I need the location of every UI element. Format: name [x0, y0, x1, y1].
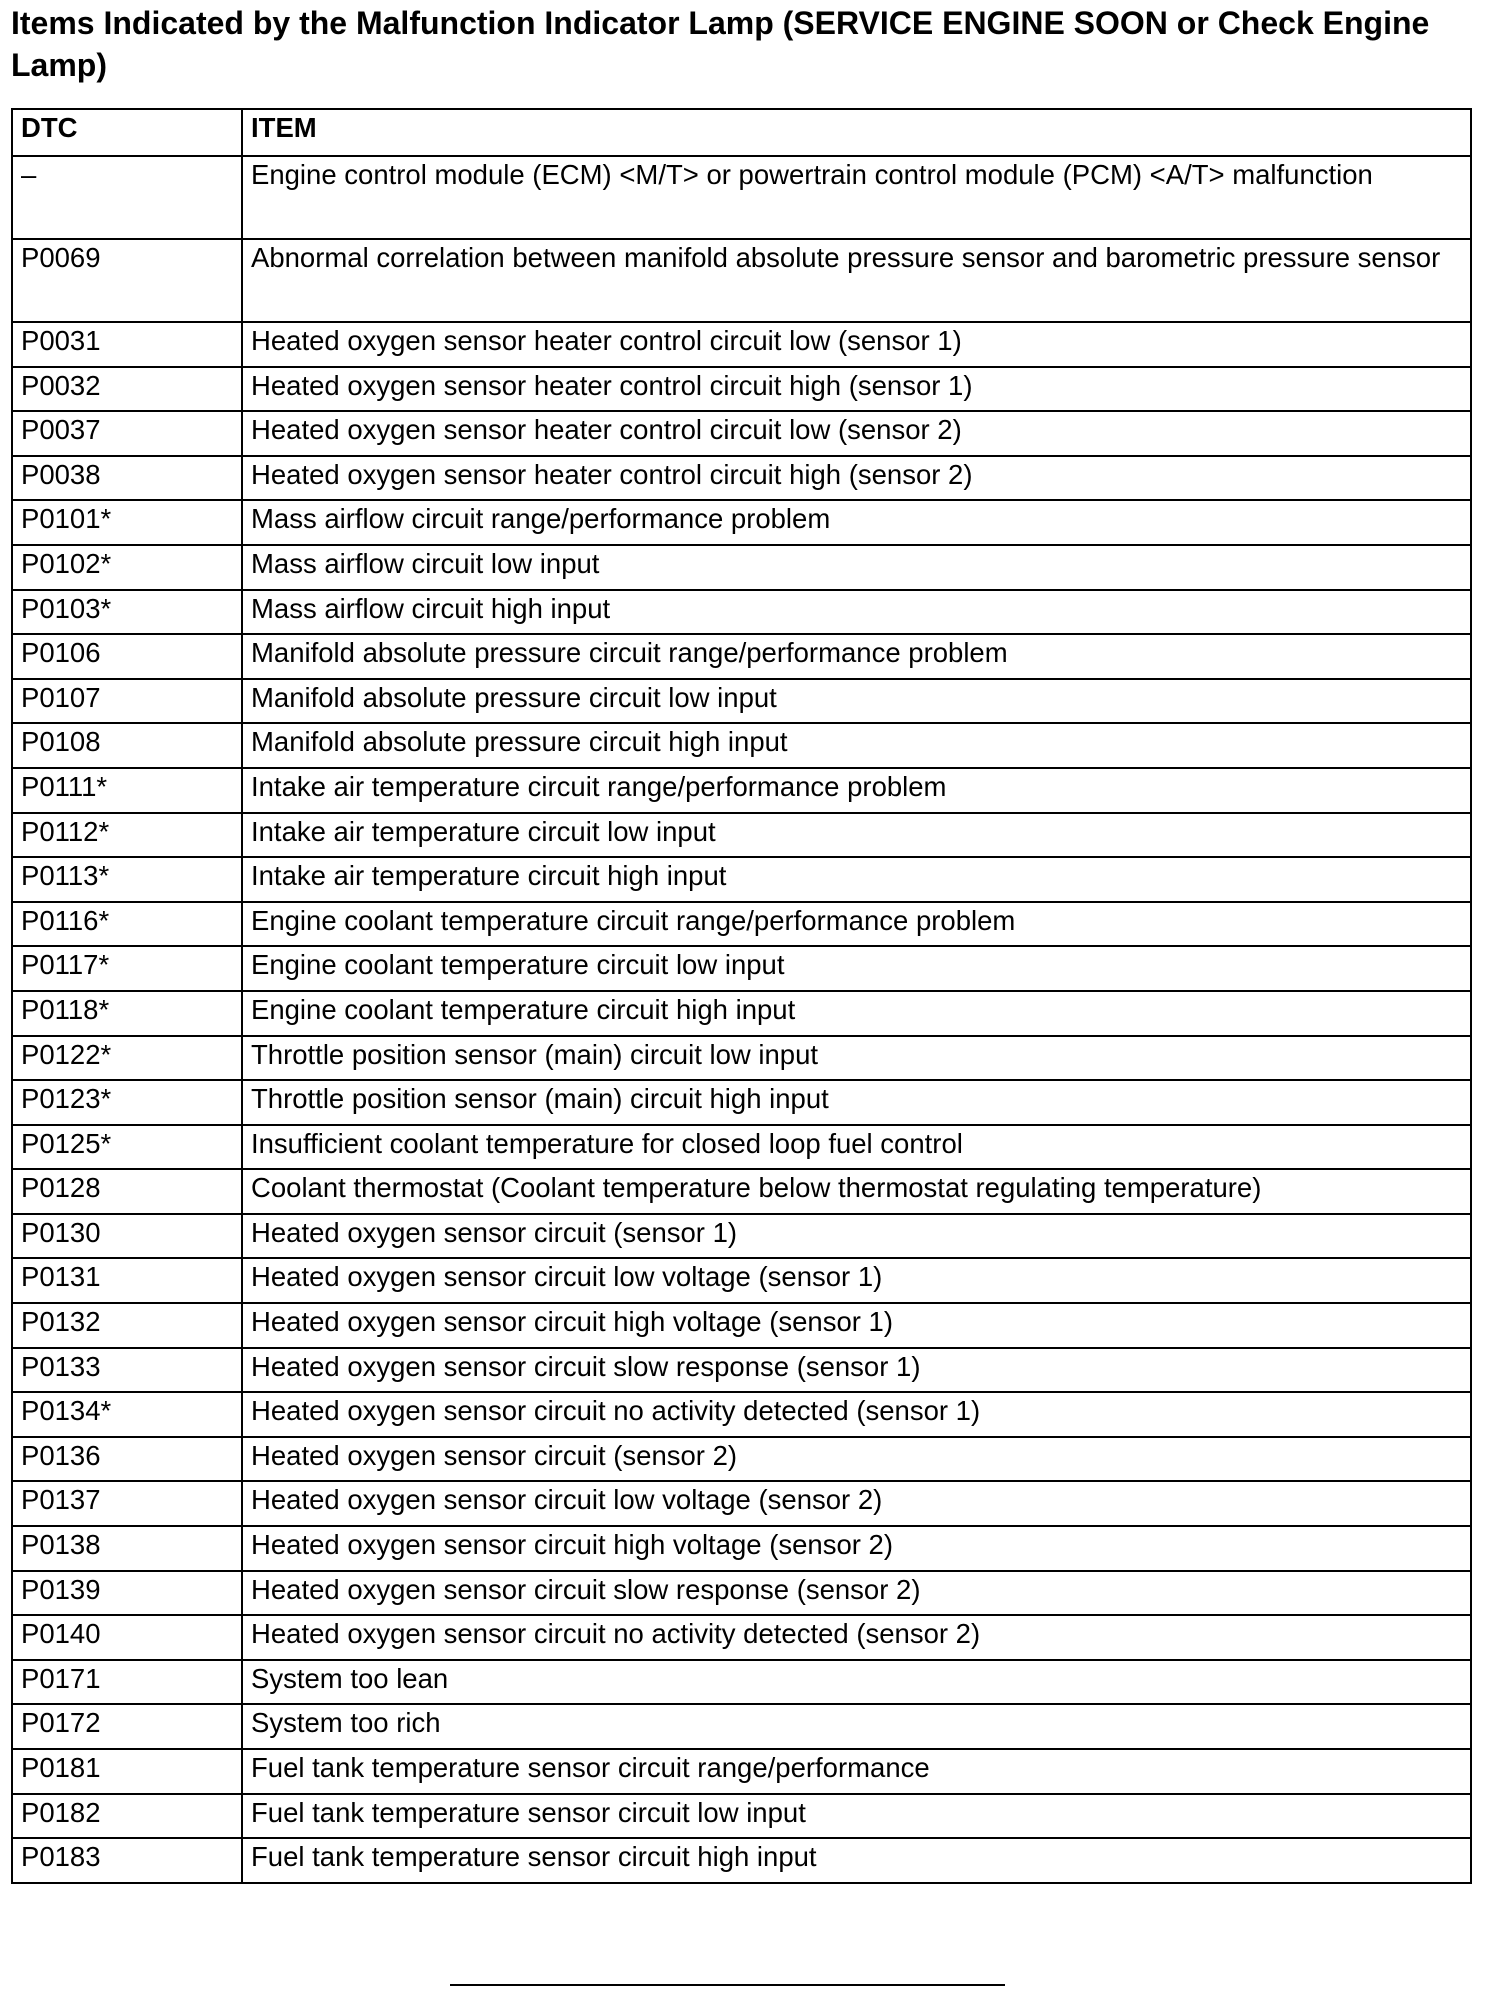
item-cell: Mass airflow circuit low input [242, 545, 1471, 590]
dtc-cell: P0134* [12, 1392, 242, 1437]
dtc-cell: P0181 [12, 1749, 242, 1794]
item-cell: Engine coolant temperature circuit high input [242, 991, 1471, 1036]
table-row [12, 813, 1471, 858]
item-cell: Heated oxygen sensor circuit low voltage (sensor 1) [242, 1258, 1471, 1303]
dtc-cell: P0171 [12, 1660, 242, 1705]
dtc-cell: P0032 [12, 367, 242, 412]
item-cell: Heated oxygen sensor circuit high voltage (sensor 1) [242, 1303, 1471, 1348]
dtc-cell: P0182 [12, 1794, 242, 1839]
table-row [12, 156, 1471, 239]
table-row [12, 322, 1471, 367]
item-cell: Intake air temperature circuit range/performance problem [242, 768, 1471, 813]
item-cell: Coolant thermostat (Coolant temperature below thermostat regulating temperature) [242, 1169, 1471, 1214]
table-row [12, 1704, 1471, 1749]
table-row [12, 411, 1471, 456]
table-row [12, 1571, 1471, 1616]
table-row [12, 1125, 1471, 1170]
item-cell: Insufficient coolant temperature for closed loop fuel control [242, 1125, 1471, 1170]
dtc-cell: – [12, 156, 242, 239]
item-cell: Heated oxygen sensor heater control circuit high (sensor 1) [242, 367, 1471, 412]
table-row [12, 857, 1471, 902]
dtc-cell: P0139 [12, 1571, 242, 1616]
table-row [12, 991, 1471, 1036]
item-cell: Heated oxygen sensor circuit high voltage (sensor 2) [242, 1526, 1471, 1571]
item-cell: Throttle position sensor (main) circuit low input [242, 1036, 1471, 1081]
dtc-cell: P0107 [12, 679, 242, 724]
item-cell: System too lean [242, 1660, 1471, 1705]
item-cell: Mass airflow circuit range/performance problem [242, 500, 1471, 545]
item-cell: Engine coolant temperature circuit range/performance problem [242, 902, 1471, 947]
item-cell: Manifold absolute pressure circuit range/performance problem [242, 634, 1471, 679]
table-row [12, 1437, 1471, 1482]
item-cell: System too rich [242, 1704, 1471, 1749]
table-header-row [12, 109, 1471, 156]
dtc-cell: P0102* [12, 545, 242, 590]
item-cell: Engine coolant temperature circuit low input [242, 946, 1471, 991]
dtc-cell: P0106 [12, 634, 242, 679]
dtc-cell: P0130 [12, 1214, 242, 1259]
dtc-cell: P0112* [12, 813, 242, 858]
dtc-cell: P0133 [12, 1348, 242, 1393]
item-cell: Heated oxygen sensor circuit (sensor 1) [242, 1214, 1471, 1259]
dtc-table [11, 108, 1472, 1884]
document-page [11, 0, 1471, 86]
dtc-cell: P0117* [12, 946, 242, 991]
dtc-cell: P0103* [12, 590, 242, 635]
table-row [12, 946, 1471, 991]
table-row [12, 456, 1471, 501]
dtc-cell: P0138 [12, 1526, 242, 1571]
item-cell: Heated oxygen sensor circuit low voltage (sensor 2) [242, 1481, 1471, 1526]
table-row [12, 1258, 1471, 1303]
item-cell: Manifold absolute pressure circuit high input [242, 723, 1471, 768]
dtc-cell: P0069 [12, 239, 242, 322]
page-title: Items Indicated by the Malfunction Indicator Lamp (SERVICE ENGINE SOON or Check Engine Lamp) [11, 5, 1430, 83]
item-cell: Heated oxygen sensor heater control circuit low (sensor 1) [242, 322, 1471, 367]
dtc-cell: P0038 [12, 456, 242, 501]
table-row [12, 679, 1471, 724]
item-cell: Fuel tank temperature sensor circuit high input [242, 1838, 1471, 1883]
dtc-cell: P0116* [12, 902, 242, 947]
dtc-cell: P0131 [12, 1258, 242, 1303]
table-row [12, 1838, 1471, 1883]
table-row [12, 1214, 1471, 1259]
item-cell: Abnormal correlation between manifold absolute pressure sensor and barometric pressure sensor [242, 239, 1471, 322]
dtc-cell: P0118* [12, 991, 242, 1036]
dtc-cell: P0140 [12, 1615, 242, 1660]
table-row [12, 1794, 1471, 1839]
dtc-cell: P0031 [12, 322, 242, 367]
dtc-cell: P0183 [12, 1838, 242, 1883]
dtc-cell: P0037 [12, 411, 242, 456]
table-row [12, 545, 1471, 590]
table-row [12, 500, 1471, 545]
table-row [12, 1348, 1471, 1393]
dtc-cell: P0101* [12, 500, 242, 545]
header-dtc: DTC [12, 109, 242, 156]
item-cell: Fuel tank temperature sensor circuit low input [242, 1794, 1471, 1839]
page-divider [450, 1984, 1005, 1986]
item-cell: Heated oxygen sensor circuit no activity detected (sensor 1) [242, 1392, 1471, 1437]
item-cell: Heated oxygen sensor heater control circuit low (sensor 2) [242, 411, 1471, 456]
table-row [12, 1749, 1471, 1794]
table-row [12, 367, 1471, 412]
table-row [12, 1526, 1471, 1571]
item-cell: Manifold absolute pressure circuit low input [242, 679, 1471, 724]
table-row [12, 1036, 1471, 1081]
item-cell: Mass airflow circuit high input [242, 590, 1471, 635]
table-row [12, 1169, 1471, 1214]
item-cell: Intake air temperature circuit low input [242, 813, 1471, 858]
dtc-cell: P0122* [12, 1036, 242, 1081]
dtc-cell: P0123* [12, 1080, 242, 1125]
table-row [12, 634, 1471, 679]
table-row [12, 1481, 1471, 1526]
item-cell: Throttle position sensor (main) circuit high input [242, 1080, 1471, 1125]
item-cell: Heated oxygen sensor circuit slow response (sensor 2) [242, 1571, 1471, 1616]
item-cell: Engine control module (ECM) <M/T> or powertrain control module (PCM) <A/T> malfunction [242, 156, 1471, 239]
item-cell: Fuel tank temperature sensor circuit range/performance [242, 1749, 1471, 1794]
header-item: ITEM [242, 109, 1471, 156]
table-row [12, 1303, 1471, 1348]
table-row [12, 1615, 1471, 1660]
dtc-cell: P0108 [12, 723, 242, 768]
dtc-cell: P0113* [12, 857, 242, 902]
item-cell: Intake air temperature circuit high input [242, 857, 1471, 902]
dtc-cell: P0125* [12, 1125, 242, 1170]
table-row [12, 902, 1471, 947]
item-cell: Heated oxygen sensor circuit slow response (sensor 1) [242, 1348, 1471, 1393]
dtc-cell: P0137 [12, 1481, 242, 1526]
table-row [12, 590, 1471, 635]
dtc-cell: P0172 [12, 1704, 242, 1749]
item-cell: Heated oxygen sensor heater control circuit high (sensor 2) [242, 456, 1471, 501]
dtc-cell: P0132 [12, 1303, 242, 1348]
dtc-cell: P0136 [12, 1437, 242, 1482]
table-row [12, 1080, 1471, 1125]
item-cell: Heated oxygen sensor circuit (sensor 2) [242, 1437, 1471, 1482]
table-row [12, 723, 1471, 768]
table-row [12, 1660, 1471, 1705]
table-row [12, 239, 1471, 322]
item-cell: Heated oxygen sensor circuit no activity detected (sensor 2) [242, 1615, 1471, 1660]
table-row [12, 768, 1471, 813]
table-row [12, 1392, 1471, 1437]
dtc-cell: P0128 [12, 1169, 242, 1214]
dtc-cell: P0111* [12, 768, 242, 813]
